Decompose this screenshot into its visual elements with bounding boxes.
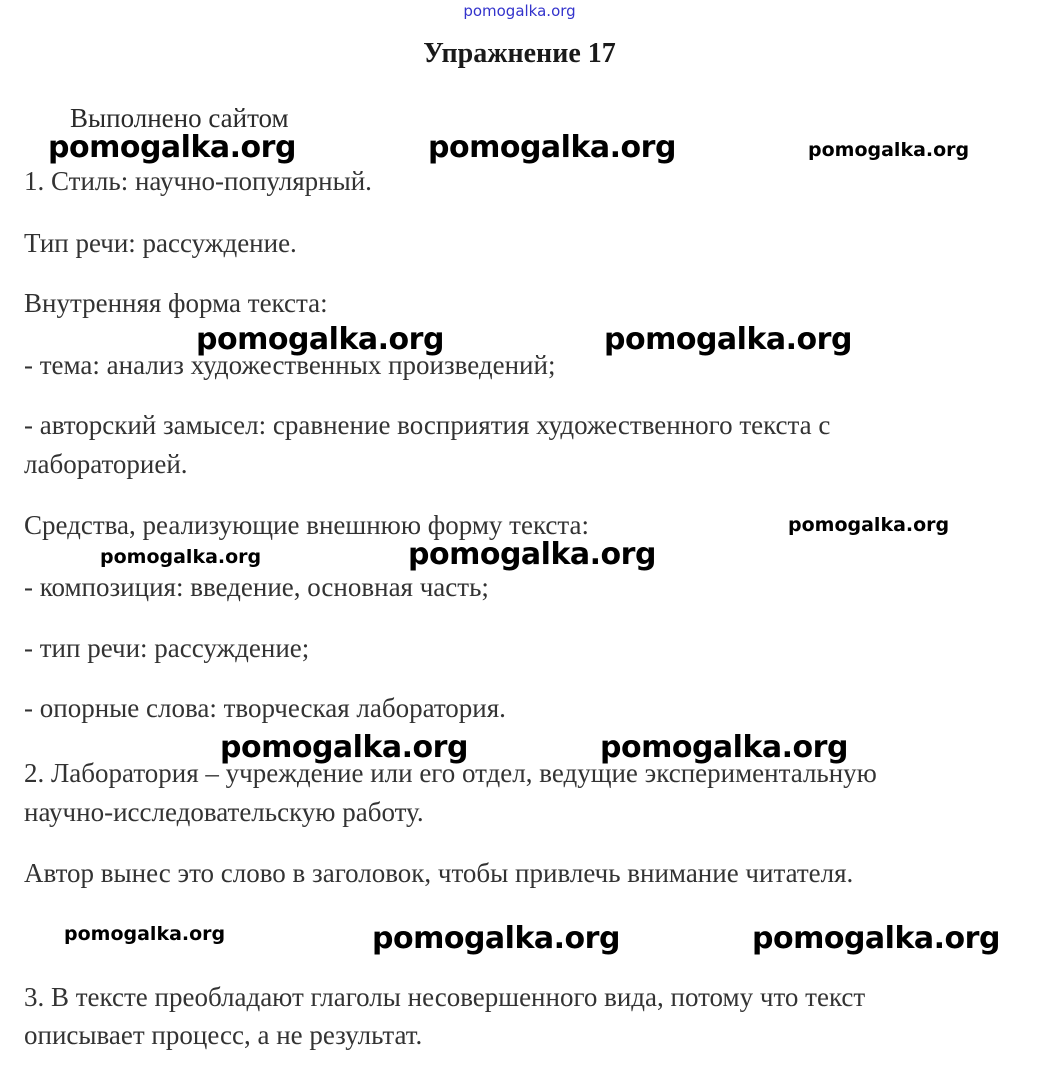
watermark: pomogalka.org (600, 730, 848, 765)
exercise-title: Упражнение 17 (423, 38, 616, 69)
text-line: - композиция: введение, основная часть; (24, 572, 489, 602)
watermark: pomogalka.org (64, 923, 226, 945)
credit-text: Выполнено сайтом (70, 103, 289, 133)
watermark: pomogalka.org (752, 921, 1000, 956)
text-line: Средства, реализующие внешнюю форму текста: (24, 510, 589, 540)
text-line: описывает процесс, а не результат. (24, 1020, 423, 1050)
text-line: - тема: анализ художественных произведений; (24, 350, 556, 380)
watermark: pomogalka.org (604, 322, 852, 357)
text-line: Автор вынес это слово в заголовок, чтобы привлечь внимание читателя. (24, 858, 854, 888)
text-line: - тип речи: рассуждение; (24, 633, 310, 663)
watermark: pomogalka.org (808, 139, 970, 161)
text-line: научно-исследовательскую работу. (24, 797, 424, 827)
watermark: pomogalka.org (196, 322, 444, 357)
text-line: Тип речи: рассуждение. (24, 228, 297, 258)
watermark: pomogalka.org (220, 730, 468, 765)
watermark: pomogalka.org (372, 921, 620, 956)
text-line: 3. В тексте преобладают глаголы несовершенного вида, потому что текст (24, 982, 866, 1012)
watermark: pomogalka.org (100, 546, 262, 568)
text-line: лабораторией. (24, 449, 188, 479)
text-line: Внутренняя форма текста: (24, 288, 328, 318)
watermark: pomogalka.org (48, 130, 296, 165)
text-line: - авторский замысел: сравнение восприятия художественного текста с (24, 410, 831, 440)
watermark: pomogalka.org (788, 514, 950, 536)
text-line: - опорные слова: творческая лаборатория. (24, 693, 506, 723)
top-watermark: pomogalka.org (463, 2, 576, 20)
text-line: 2. Лаборатория – учреждение или его отдел, ведущие экспериментальную (24, 758, 877, 788)
text-line: 1. Стиль: научно-популярный. (24, 166, 372, 196)
watermark: pomogalka.org (408, 537, 656, 572)
watermark: pomogalka.org (428, 130, 676, 165)
